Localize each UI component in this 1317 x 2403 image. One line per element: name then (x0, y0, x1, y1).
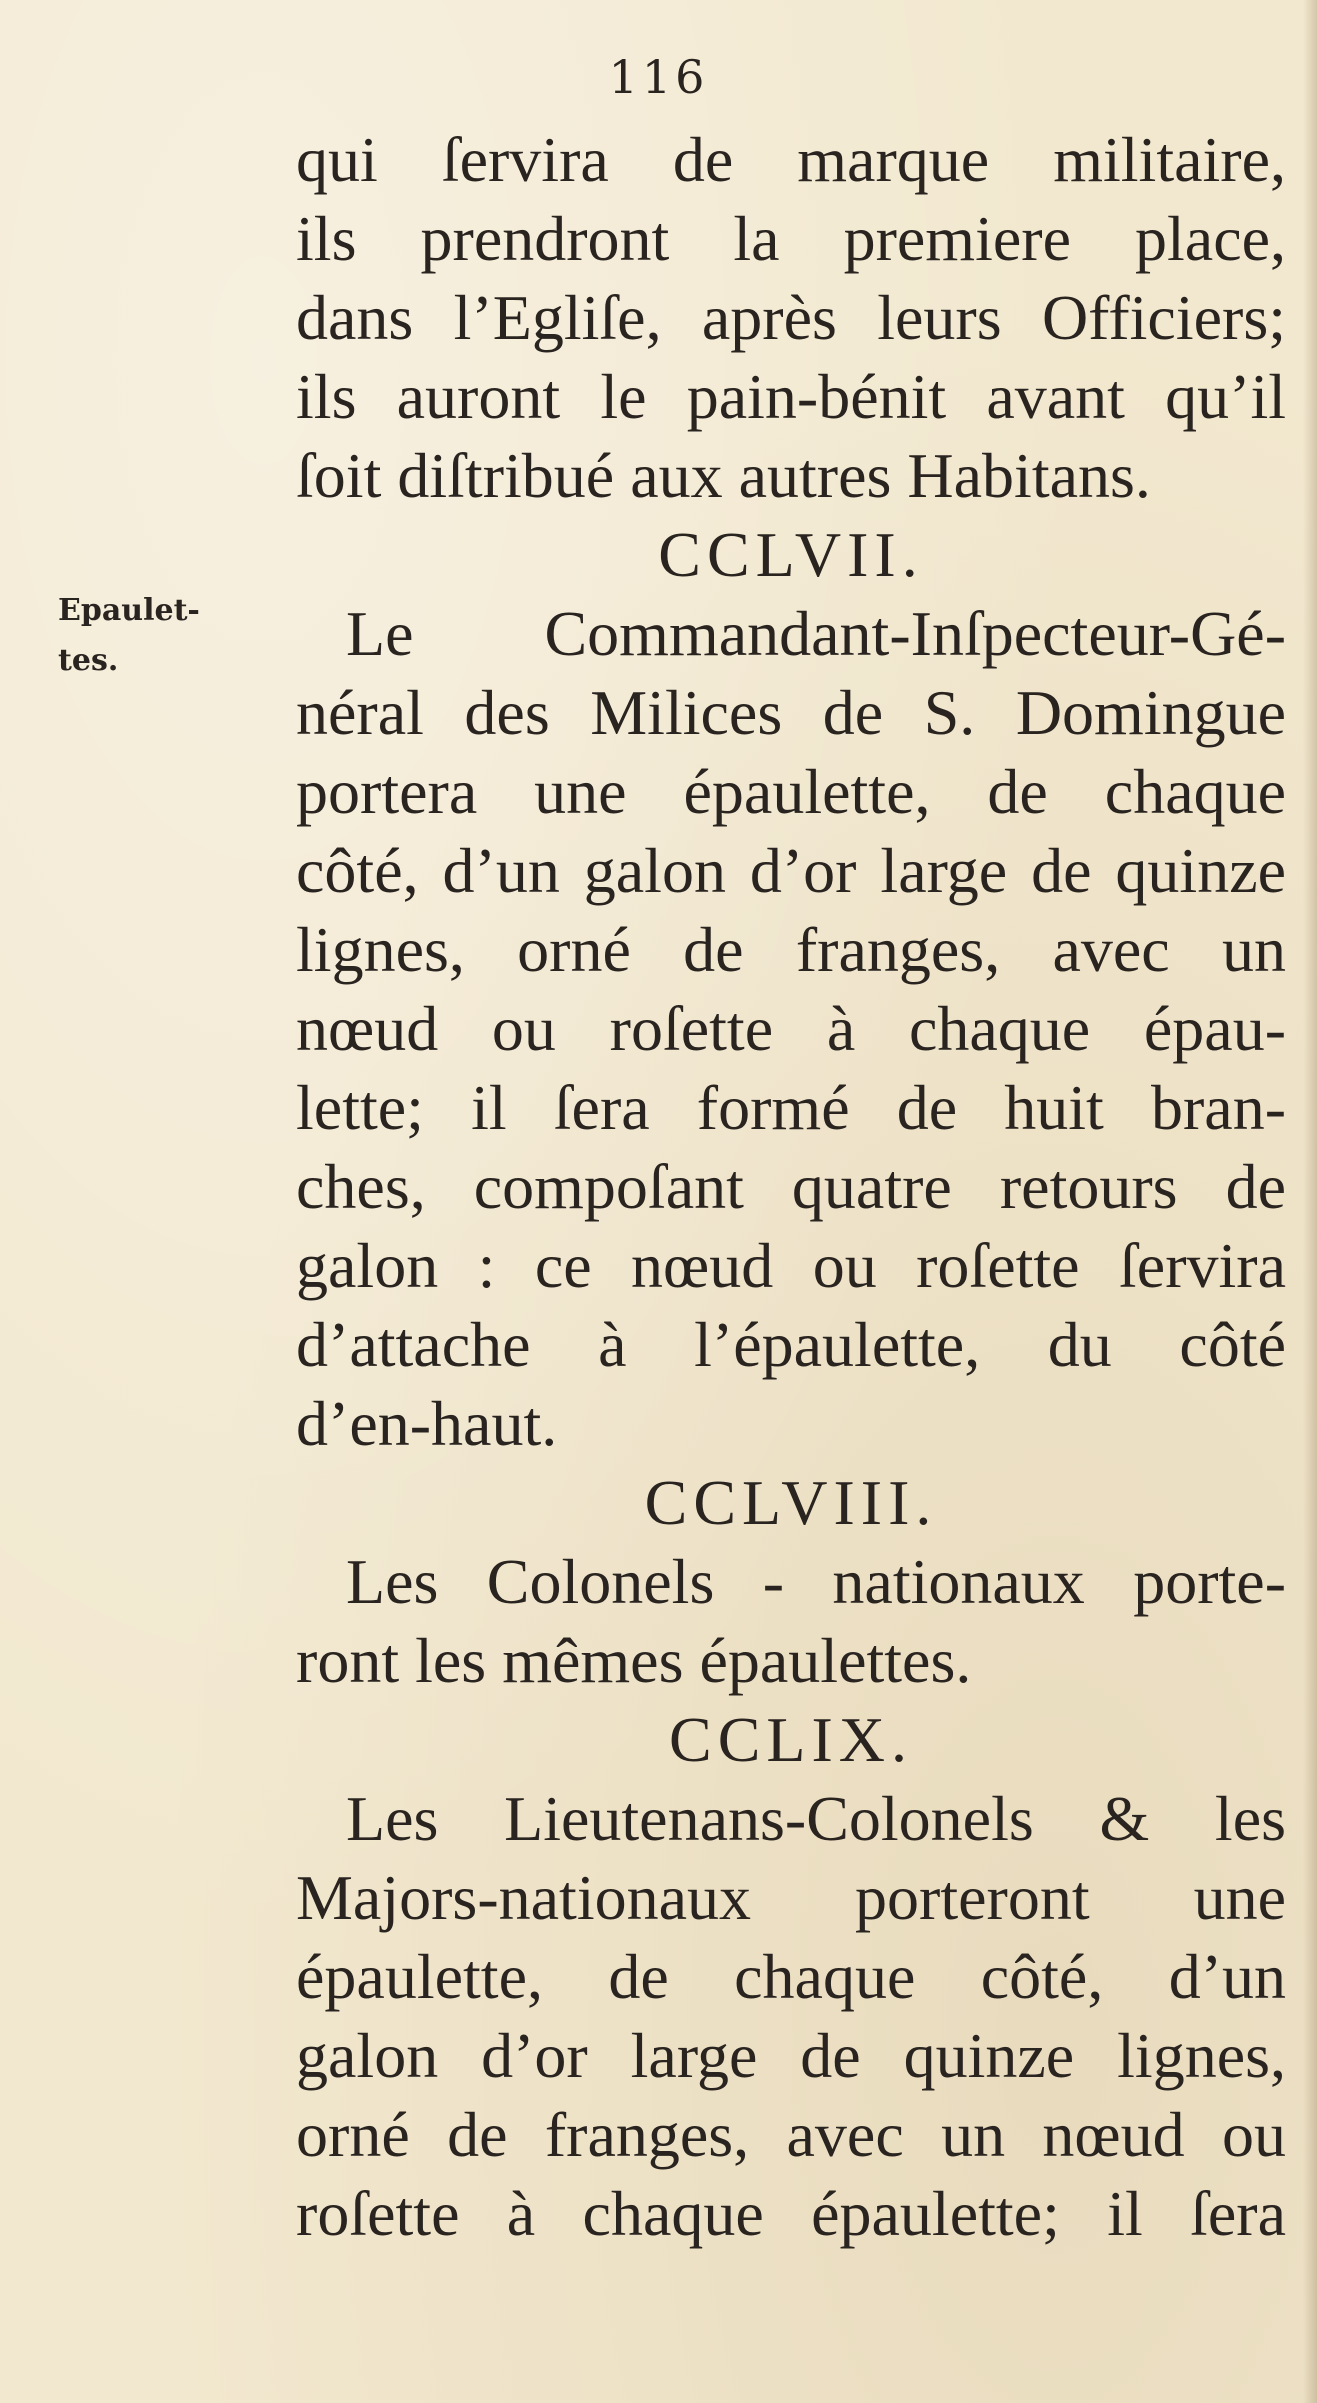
page-number: 116 (608, 50, 709, 104)
text-line: lignes, orné de franges, avec un (296, 914, 1286, 985)
page-edge-shadow (1303, 0, 1317, 2403)
text-line: galon : ce nœud ou roſette ſervira (296, 1230, 1286, 1301)
article-heading: CCLVIII. (644, 1467, 938, 1538)
text-line: qui ſervira de marque militaire, (296, 124, 1286, 195)
text-line: portera une épaulette, de chaque (296, 756, 1286, 827)
text-line: néral des Milices de S. Domingue (296, 677, 1286, 748)
margin-note-line: tes. (58, 643, 119, 678)
text-line: d’en-haut. (296, 1388, 558, 1459)
article-heading: CCLIX. (669, 1704, 913, 1775)
text-line: d’attache à l’épaulette, du côté (296, 1309, 1286, 1380)
text-line: Les Lieutenans-Colonels & les (346, 1783, 1286, 1854)
margin-note-line: Epaulet- (58, 593, 200, 628)
text-line: lette; il ſera formé de huit bran- (296, 1072, 1286, 1143)
text-line: galon d’or large de quinze lignes, (296, 2020, 1286, 2091)
text-line: ſoit diſtribué aux autres Habitans. (296, 440, 1151, 511)
text-line: côté, d’un galon d’or large de quinze (296, 835, 1286, 906)
text-line: Les Colonels - nationaux porte- (346, 1546, 1286, 1617)
text-line: ils prendront la premiere place, (296, 203, 1286, 274)
text-line: ront les mêmes épaulettes. (296, 1625, 972, 1696)
text-line: dans l’Egliſe, après leurs Officiers; (296, 282, 1286, 353)
margin-note (58, 586, 248, 686)
text-line: Majors-nationaux porteront une (296, 1862, 1286, 1933)
text-line: Le Commandant-Inſpecteur-Gé- (346, 598, 1286, 669)
body-text (296, 120, 1286, 2253)
text-line: épaulette, de chaque côté, d’un (296, 1941, 1286, 2012)
text-line: roſette à chaque épaulette; il ſera (296, 2178, 1286, 2249)
text-line: ches, compoſant quatre retours de (296, 1151, 1286, 1222)
text-line: ils auront le pain-bénit avant qu’il (296, 361, 1286, 432)
text-line: nœud ou roſette à chaque épau- (296, 993, 1286, 1064)
text-line: orné de franges, avec un nœud ou (296, 2099, 1286, 2170)
article-heading: CCLVII. (658, 519, 924, 590)
